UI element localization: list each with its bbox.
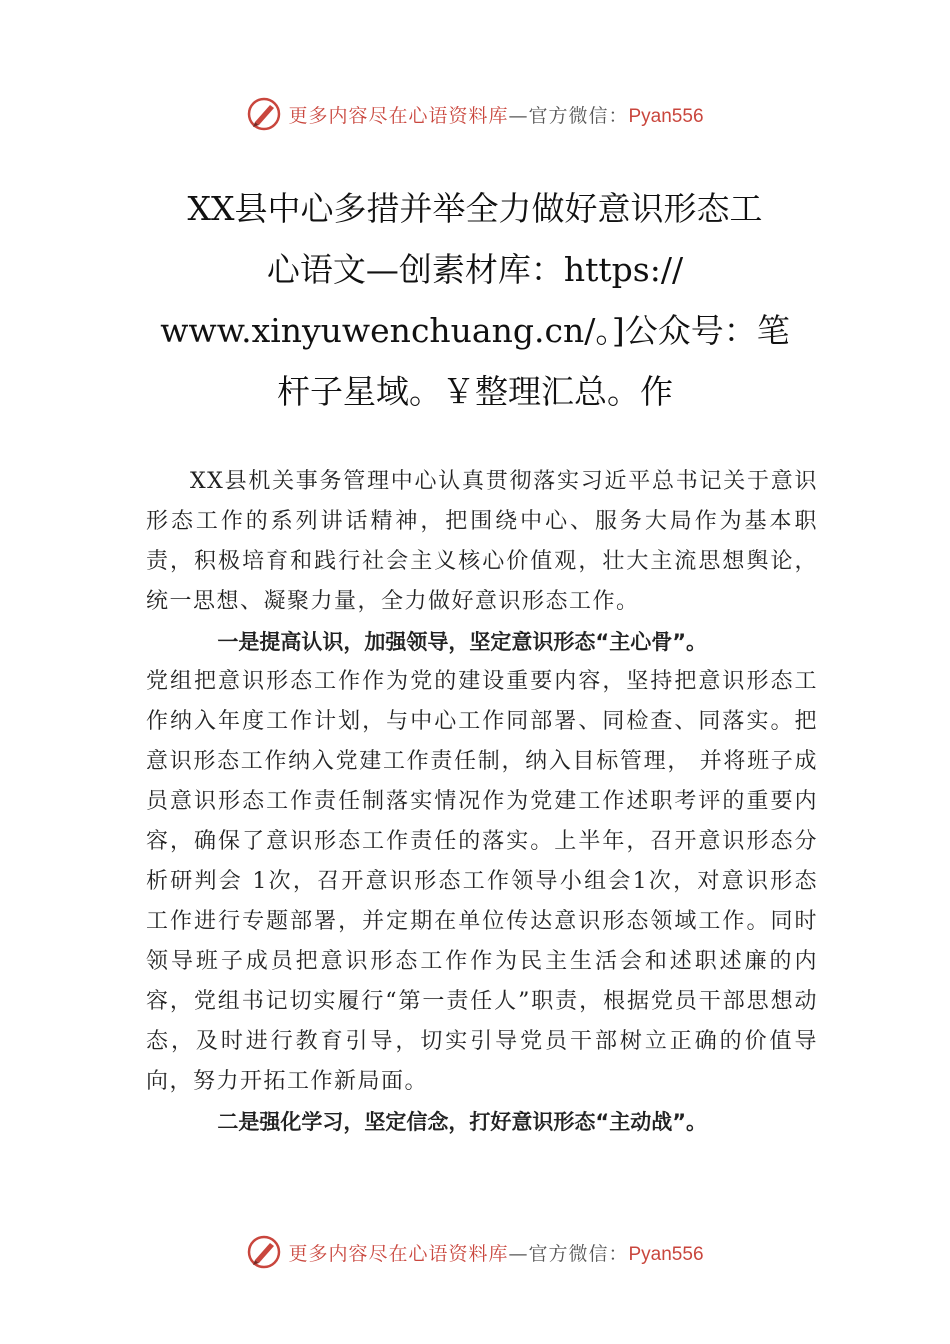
section-heading-2: 二是强化学习，坚定信念，打好意识形态“主动战”。 — [217, 1110, 707, 1134]
pen-circle-logo-icon — [246, 1234, 282, 1270]
banner-text: 更多内容尽在心语资料库—官方微信：Pyan556 — [288, 104, 704, 127]
document-body — [146, 462, 818, 1142]
footer-watermark-banner — [0, 1232, 950, 1272]
title-line: XX县中心多措并举全力做好意识形态工 — [187, 189, 763, 228]
banner-text: 更多内容尽在心语资料库—官方微信：Pyan556 — [288, 1242, 704, 1265]
header-watermark-banner — [0, 94, 950, 134]
pen-circle-logo-icon — [246, 96, 282, 132]
section-heading-1: 一是提高认识，加强领导，坚定意识形态“主心骨”。 — [217, 630, 707, 654]
title-line: 心语文—创素材库：https:// — [266, 250, 684, 289]
document-title — [150, 178, 800, 422]
intro-paragraph: XX县机关事务管理中心认真贯彻落实习近平总书记关于意识形态工作的系列讲话精神，把围绕中心、服务大局作为基本职责，积极培育和践行社会主义核心价值观，壮大主流思想舆论，统一思想、凝聚力量，全力做好意识形态工作。 — [146, 469, 818, 614]
title-line: 杆子星域。￥整理汇总。作 — [277, 372, 673, 411]
section-body-1: 党组把意识形态工作作为党的建设重要内容，坚持把意识形态工作纳入年度工作计划，与中心工作同部署、同检查、同落实。把意识形态工作纳入党建工作责任制，纳入目标管理， 并将班子成员意识形态工作责任制落实情况作为党建工作述职考评的重要内容，确保了意识形态工作责任的落实。上半年，召开意识形态分析研判会 1次，召开意识形态工作领导小组会1次，对意识形态工作进行专题部署，并定期在单位传达意识形态领域工作。同时领导班子成员把意识形态工作作为民主生活会和述职述廉的内容，党组书记切实履行“第一责任人”职责，根据党员干部思想动态，及时进行教育引导，切实引导党员干部树立正确的价值导向，努力开拓工作新局面。 — [146, 669, 818, 1094]
title-line: www.xinyuwenchuang.cn/。]公众号：笔 — [160, 311, 790, 350]
